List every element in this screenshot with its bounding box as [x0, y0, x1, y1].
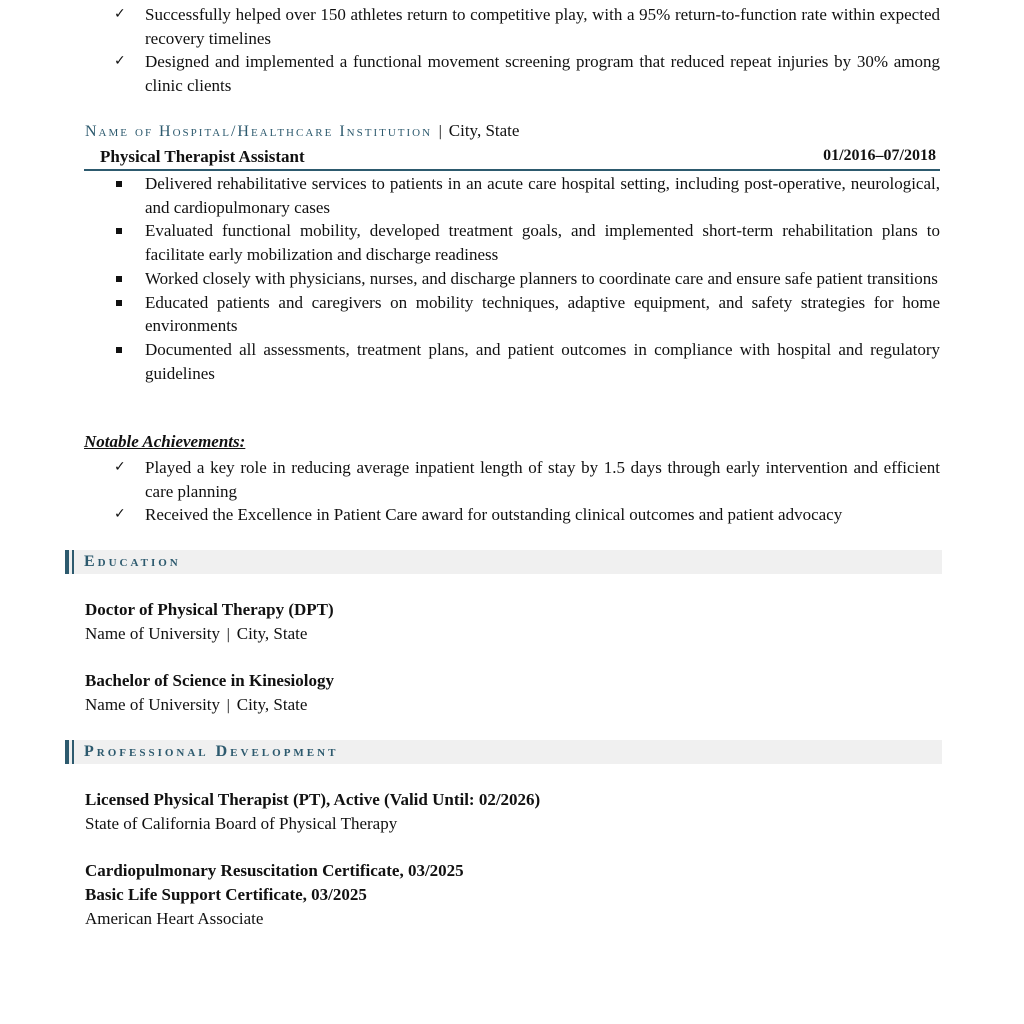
education-section-header [65, 550, 942, 574]
license-issuer: State of California Board of Physical Therapy [85, 814, 398, 833]
section-accent-bar [72, 740, 74, 764]
section-title: Professional Development [84, 743, 339, 760]
notable-achievements-heading: Notable Achievements: [84, 432, 246, 451]
check-icon: ✓ [114, 459, 126, 475]
section-title: Education [84, 553, 181, 570]
list-item: Evaluated functional mobility, developed treatment goals, and implemented short-term rehabilitation plans to facilitate early mobilization and discharge readiness [145, 221, 940, 265]
school-line: Name of University | City, State [85, 624, 308, 643]
duties-list [0, 172, 1024, 385]
section-accent-bar [72, 550, 74, 574]
list-item: ✓ Successfully helped over 150 athletes return to competitive play, with a 95% return-to-function rate within expected recovery timelines [114, 5, 940, 48]
previous-achievements-list [0, 3, 1024, 98]
list-item: Educated patients and caregivers on mobility techniques, adaptive equipment, and safety strategies for home environments [145, 292, 940, 336]
education-entry [85, 669, 334, 718]
degree-name: Doctor of Physical Therapy (DPT) [85, 600, 334, 619]
separator: | [438, 124, 443, 140]
list-item: ✓ Played a key role in reducing average inpatient length of stay by 1.5 days through early intervention and efficient care planning [114, 458, 940, 501]
section-accent-bar [65, 550, 69, 574]
school-line: Name of University | City, State [85, 695, 308, 714]
certification-issuer: American Heart Associate [85, 909, 264, 928]
education-entry [85, 598, 334, 647]
list-item: ✓ Received the Excellence in Patient Care award for outstanding clinical outcomes and patient advocacy [0, 503, 1024, 527]
role-title: Physical Therapist Assistant [100, 147, 305, 166]
list-item: ✓ Designed and implemented a functional movement screening program that reduced repeat injuries by 30% among clinic clients [114, 52, 940, 96]
institution-line [85, 121, 519, 141]
institution-location: City, State [448, 121, 520, 140]
achievements-list [0, 456, 1024, 527]
certification-name: Cardiopulmonary Resuscitation Certificate, 03/2025 [85, 861, 464, 880]
degree-name: Bachelor of Science in Kinesiology [85, 671, 335, 690]
certification-entry [85, 859, 464, 931]
license-entry [85, 788, 540, 836]
role-dates: 01/2016–07/2018 [823, 147, 936, 164]
check-icon: ✓ [114, 6, 126, 22]
professional-development-section-header [65, 740, 942, 764]
check-icon: ✓ [114, 506, 126, 523]
section-accent-bar [65, 740, 69, 764]
list-item: Documented all assessments, treatment plans, and patient outcomes in compliance with hospital and regulatory guidelines [145, 339, 940, 383]
institution-name: Name of Hospital/Healthcare Institution [85, 123, 433, 140]
check-icon: ✓ [114, 53, 126, 70]
list-item: Worked closely with physicians, nurses, and discharge planners to coordinate care and ensure safe patient transitions [145, 268, 938, 288]
license-name: Licensed Physical Therapist (PT), Active (Valid Until: 02/2026) [85, 790, 541, 809]
list-item: Delivered rehabilitative services to patients in an acute care hospital setting, including post-operative, neurological, and cardiopulmonary cases [145, 174, 940, 217]
certification-name: Basic Life Support Certificate, 03/2025 [85, 885, 367, 904]
role-row [84, 145, 940, 171]
